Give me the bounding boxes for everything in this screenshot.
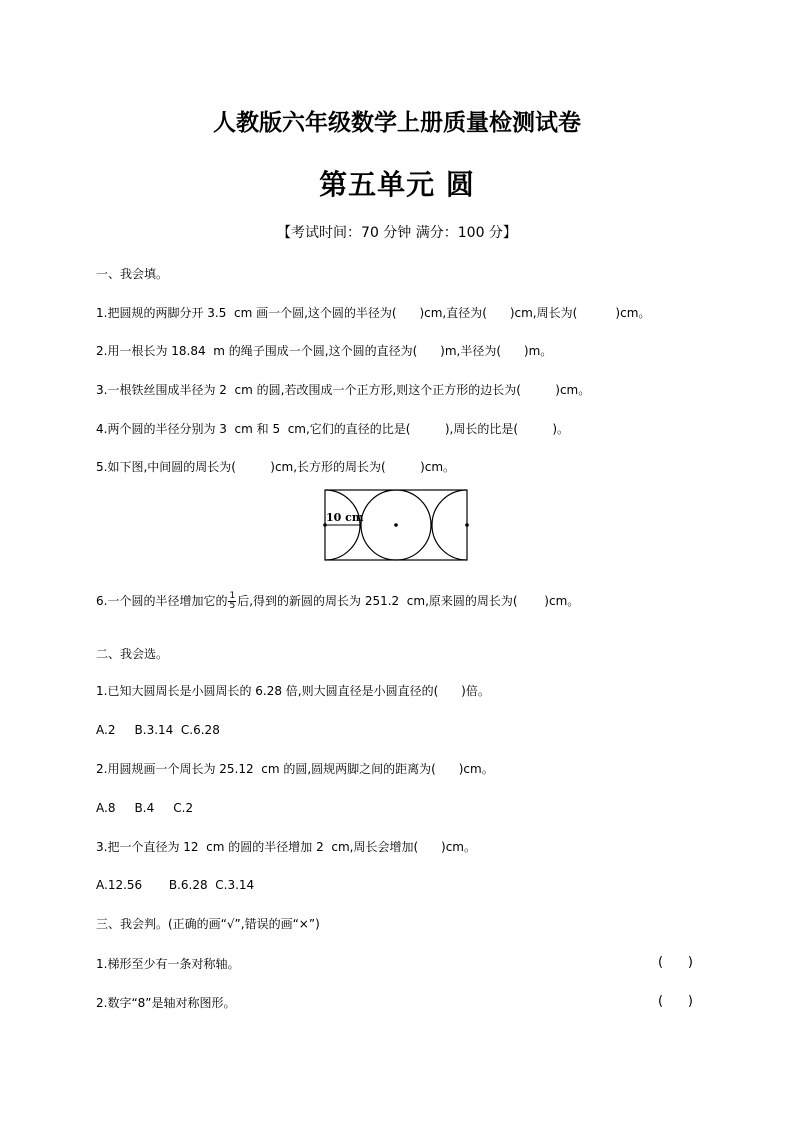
figure-right-center-dot xyxy=(465,523,469,527)
fraction-numerator: 1 xyxy=(229,591,236,601)
section2-heading: 二、我会选。 xyxy=(96,647,169,661)
s1-question-2: 2.用一根长为 18.84 m 的绳子围成一个圆,这个圆的直径为( )m,半径为( )m。 xyxy=(96,344,553,358)
s3-question-1: 1.梯形至少有一条对称轴。 xyxy=(96,957,240,971)
s1-question-6 xyxy=(96,592,579,611)
s3-answer-paren-1[interactable]: ( ) xyxy=(658,955,693,970)
q6-fraction xyxy=(228,592,236,611)
q6-text-after: 后,得到的新圆的周长为 251.2 cm,原来圆的周长为( )cm。 xyxy=(237,594,580,608)
s1-question-5: 5.如下图,中间圆的周长为( )cm,长方形的周长为( )cm。 xyxy=(96,460,456,474)
s3-question-2: 2.数字“8”是轴对称图形。 xyxy=(96,996,236,1010)
figure-label: 10 cm xyxy=(326,511,364,524)
section1-heading: 一、我会填。 xyxy=(96,267,169,281)
circle-rectangle-figure xyxy=(322,488,472,564)
s3-answer-paren-2[interactable]: ( ) xyxy=(658,994,693,1009)
section3-heading: 三、我会判。(正确的画“√”,错误的画“×”) xyxy=(96,917,320,931)
figure-right-semicircle xyxy=(432,490,467,560)
s2-question-2-options: A.8 B.4 C.2 xyxy=(96,801,194,815)
exam-title: 人教版六年级数学上册质量检测试卷 xyxy=(213,109,581,136)
s1-question-4: 4.两个圆的半径分别为 3 cm 和 5 cm,它们的直径的比是( ),周长的比是( )。 xyxy=(96,422,570,436)
q6-text-before: 6.一个圆的半径增加它的 xyxy=(96,594,228,608)
s1-question-3: 3.一根铁丝围成半径为 2 cm 的圆,若改围成一个正方形,则这个正方形的边长为( )cm。 xyxy=(96,383,591,397)
s2-question-3-options: A.12.56 B.6.28 C.3.14 xyxy=(96,878,255,892)
s1-question-1: 1.把圆规的两脚分开 3.5 cm 画一个圆,这个圆的半径为( )cm,直径为( )cm,周长为( )cm。 xyxy=(96,306,651,320)
figure-middle-center-dot xyxy=(394,523,398,527)
fraction-denominator: 5 xyxy=(229,601,236,611)
s2-question-3: 3.把一个直径为 12 cm 的圆的半径增加 2 cm,周长会增加( )cm。 xyxy=(96,840,476,854)
s2-question-1: 1.已知大圆周长是小圆周长的 6.28 倍,则大圆直径是小圆直径的( )倍。 xyxy=(96,684,490,698)
exam-info: 【考试时间：70 分钟 满分：100 分】 xyxy=(277,225,517,241)
s2-question-2: 2.用圆规画一个周长为 25.12 cm 的圆,圆规两脚之间的距离为( )cm。 xyxy=(96,762,494,776)
unit-title: 第五单元 圆 xyxy=(319,168,475,201)
s2-question-1-options: A.2 B.3.14 C.6.28 xyxy=(96,723,220,737)
